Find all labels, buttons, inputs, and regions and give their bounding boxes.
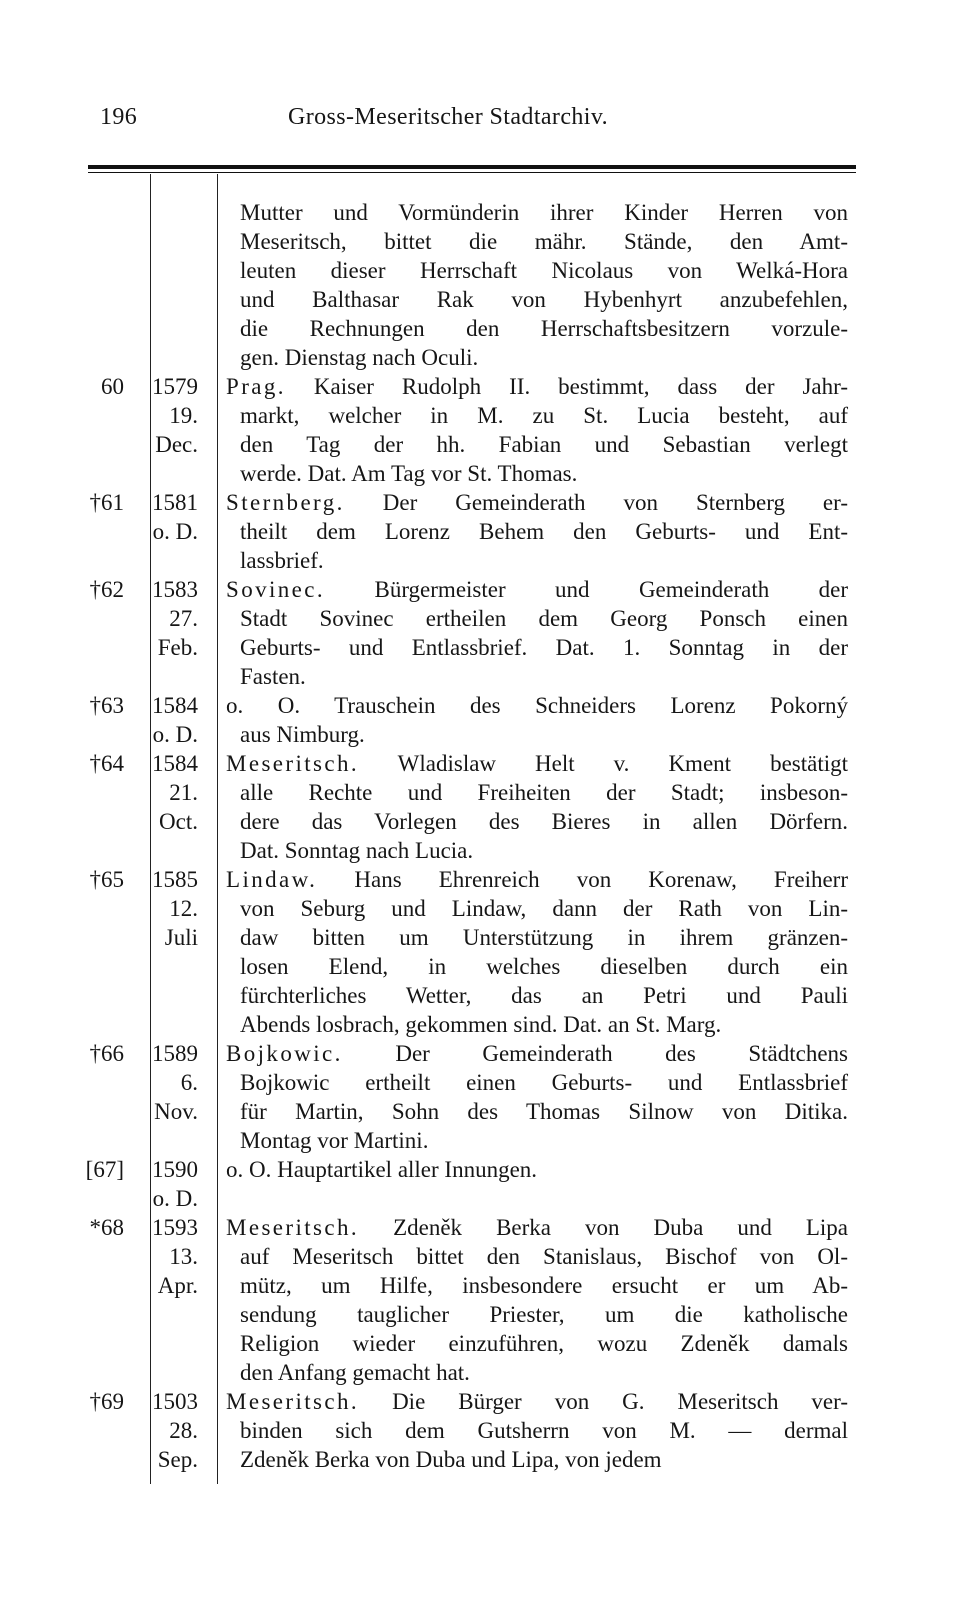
text-line bbox=[226, 1242, 848, 1271]
entry-date-line: Nov. bbox=[154, 1099, 198, 1124]
text-line bbox=[226, 1271, 848, 1300]
text-line-content: Der Gemeinderath des Städtchens bbox=[342, 1041, 848, 1066]
text-line-content: Die Bürger von G. Meseritsch ver- bbox=[359, 1389, 848, 1414]
entry-date-line: 6. bbox=[180, 1070, 198, 1095]
entry-date-line: o. D. bbox=[152, 519, 198, 544]
text-line: gen. Dienstag nach Oculi. bbox=[240, 345, 479, 370]
entry-number: *68 bbox=[89, 1215, 124, 1240]
text-line: die Rechnungen den Herrschaftsbesitzern vorzule- bbox=[240, 316, 848, 341]
text-line-content: Dat. Sonntag nach Lucia. bbox=[240, 838, 474, 863]
running-title: Gross-Meseritscher Stadtarchiv. bbox=[288, 104, 609, 130]
text-line bbox=[226, 1387, 848, 1416]
text-line bbox=[226, 517, 848, 546]
text-line-content: auf Meseritsch bittet den Stanislaus, Bischof von Ol- bbox=[240, 1244, 848, 1269]
entry-date bbox=[138, 691, 198, 749]
text-line: leuten dieser Herrschaft Nicolaus von Welká-Hora bbox=[240, 258, 848, 283]
text-line bbox=[226, 778, 848, 807]
text-line bbox=[226, 952, 848, 981]
entry-place: Meseritsch. bbox=[226, 751, 360, 776]
text-line bbox=[226, 1213, 848, 1242]
entry-text bbox=[226, 749, 848, 865]
text-line-content: für Martin, Sohn des Thomas Silnow von Ditika. bbox=[240, 1099, 848, 1124]
text-line bbox=[226, 575, 848, 604]
text-line-content: Hans Ehrenreich von Korenaw, Freiherr bbox=[317, 867, 848, 892]
text-line bbox=[226, 1358, 848, 1387]
entry-text bbox=[226, 1213, 848, 1387]
entry-place: Meseritsch. bbox=[226, 1215, 360, 1240]
entry-date-line: Apr. bbox=[157, 1273, 198, 1298]
entry-number: 60 bbox=[101, 374, 124, 399]
entry-date bbox=[138, 575, 198, 691]
entry-number bbox=[0, 198, 130, 372]
text-line-content: Geburts- und Entlassbrief. Dat. 1. Sonntag in der bbox=[240, 635, 848, 660]
text-line bbox=[226, 1010, 848, 1039]
text-line bbox=[226, 1126, 848, 1155]
continuation-entry bbox=[0, 198, 960, 372]
text-line-content: binden sich dem Gutsherrn von M. — dermal bbox=[240, 1418, 848, 1443]
text-line bbox=[226, 488, 848, 517]
entry-date-line: Dec. bbox=[155, 432, 198, 457]
entry-date-line: 1584 bbox=[152, 751, 198, 776]
entry-text bbox=[226, 1387, 848, 1474]
entry-date-line: 27. bbox=[169, 606, 198, 631]
entry-text bbox=[226, 575, 848, 691]
entry-date-line: o. D. bbox=[152, 1186, 198, 1211]
text-line bbox=[226, 1097, 848, 1126]
text-line bbox=[226, 1445, 848, 1474]
register-entry bbox=[0, 1387, 960, 1474]
register-entry bbox=[0, 372, 960, 488]
entry-date-line: 13. bbox=[169, 1244, 198, 1269]
register-entry bbox=[0, 865, 960, 1039]
entry-date-line: 1581 bbox=[152, 490, 198, 515]
text-line bbox=[226, 749, 848, 778]
text-line bbox=[226, 401, 848, 430]
entry-date-line: Feb. bbox=[157, 635, 198, 660]
text-line-content: aus Nimburg. bbox=[240, 722, 365, 747]
entry-text bbox=[226, 1039, 848, 1155]
entry-date-line: 1579 bbox=[152, 374, 198, 399]
text-line-content: Abends losbrach, gekommen sind. Dat. an St. Marg. bbox=[240, 1012, 722, 1037]
text-line-content: o. O. Hauptartikel aller Innungen. bbox=[226, 1157, 538, 1182]
register-entry bbox=[0, 749, 960, 865]
text-line: Meseritsch, bittet die mähr. Stände, den Amt- bbox=[240, 229, 848, 254]
entry-place: Sternberg. bbox=[226, 490, 345, 515]
register-entry bbox=[0, 1213, 960, 1387]
entry-number: †62 bbox=[89, 577, 124, 602]
text-line-content: daw bitten um Unterstützung in ihrem gränzen- bbox=[240, 925, 848, 950]
entry-number: [67] bbox=[85, 1157, 124, 1182]
register-table bbox=[0, 198, 960, 1474]
register-entry bbox=[0, 488, 960, 575]
entry-place: Bojkowic. bbox=[226, 1041, 343, 1066]
text-line bbox=[226, 691, 848, 720]
text-line-content: lassbrief. bbox=[240, 548, 324, 573]
entry-text bbox=[226, 691, 848, 749]
entry-number: †63 bbox=[89, 693, 124, 718]
entry-date-line: o. D. bbox=[152, 722, 198, 747]
text-line-content: losen Elend, in welches dieselben durch ein bbox=[240, 954, 848, 979]
text-line-content: o. O. Trauschein des Schneiders Lorenz Pokorný bbox=[226, 693, 848, 718]
text-line-content: fürchterliches Wetter, das an Petri und Pauli bbox=[240, 983, 848, 1008]
text-line bbox=[226, 923, 848, 952]
text-line-content: Bürgermeister und Gemeinderath der bbox=[325, 577, 848, 602]
text-line-content: Religion wieder einzuführen, wozu Zdeněk damals bbox=[240, 1331, 848, 1356]
text-line bbox=[226, 1300, 848, 1329]
entry-text bbox=[226, 198, 848, 372]
entry-date-line: 28. bbox=[169, 1418, 198, 1443]
entry-date-line: 1585 bbox=[152, 867, 198, 892]
text-line-content: Stadt Sovinec ertheilen dem Georg Ponsch einen bbox=[240, 606, 848, 631]
text-line bbox=[226, 459, 848, 488]
text-line bbox=[226, 1039, 848, 1068]
text-line-content: den Tag der hh. Fabian und Sebastian verlegt bbox=[240, 432, 848, 457]
register-entry bbox=[0, 691, 960, 749]
page-number: 196 bbox=[100, 104, 138, 130]
text-line-content: dere das Vorlegen des Bieres in allen Dörfern. bbox=[240, 809, 848, 834]
text-line-content: Kaiser Rudolph II. bestimmt, dass der Jahr- bbox=[285, 374, 848, 399]
text-line bbox=[226, 720, 848, 749]
entry-number: †64 bbox=[89, 751, 124, 776]
entry-date bbox=[138, 198, 198, 372]
page-header bbox=[100, 104, 850, 138]
entry-date bbox=[138, 488, 198, 575]
text-line-content: werde. Dat. Am Tag vor St. Thomas. bbox=[240, 461, 578, 486]
text-line-content: sendung tauglicher Priester, um die katholische bbox=[240, 1302, 848, 1327]
entry-date bbox=[138, 1155, 198, 1213]
text-line bbox=[226, 604, 848, 633]
text-line-content: Bojkowic ertheilt einen Geburts- und Entlassbrief bbox=[240, 1070, 848, 1095]
text-line-content: den Anfang gemacht hat. bbox=[240, 1360, 470, 1385]
entry-date-line: 1589 bbox=[152, 1041, 198, 1066]
entry-text bbox=[226, 865, 848, 1039]
register-entry bbox=[0, 575, 960, 691]
entry-date bbox=[138, 1039, 198, 1155]
entry-date bbox=[138, 1213, 198, 1387]
entry-date bbox=[138, 372, 198, 488]
text-line bbox=[226, 836, 848, 865]
entry-date-line: 1590 bbox=[152, 1157, 198, 1182]
entry-date bbox=[138, 749, 198, 865]
entry-date-line: 12. bbox=[169, 896, 198, 921]
entry-number: †65 bbox=[89, 867, 124, 892]
entry-text bbox=[226, 1155, 848, 1213]
entry-date-line: Sep. bbox=[157, 1447, 198, 1472]
entry-date bbox=[138, 1387, 198, 1474]
entry-date bbox=[138, 865, 198, 1039]
text-line-content: mütz, um Hilfe, insbesondere ersucht er um Ab- bbox=[240, 1273, 848, 1298]
text-line-content: von Seburg und Lindaw, dann der Rath von Lin- bbox=[240, 896, 848, 921]
entry-date-line: 1503 bbox=[152, 1389, 198, 1414]
text-line bbox=[226, 1068, 848, 1097]
entry-date-line: 1584 bbox=[152, 693, 198, 718]
register-entry bbox=[0, 1155, 960, 1213]
text-line bbox=[226, 633, 848, 662]
text-line-content: Zdeněk Berka von Duba und Lipa, von jedem bbox=[240, 1447, 662, 1472]
text-line-content: Der Gemeinderath von Sternberg er- bbox=[344, 490, 848, 515]
entry-number: †69 bbox=[89, 1389, 124, 1414]
text-line-content: alle Rechte und Freiheiten der Stadt; insbeson- bbox=[240, 780, 848, 805]
text-line bbox=[226, 1155, 848, 1184]
text-line bbox=[226, 1329, 848, 1358]
text-line-content: Montag vor Martini. bbox=[240, 1128, 429, 1153]
text-line bbox=[226, 546, 848, 575]
text-line-content: Fasten. bbox=[240, 664, 306, 689]
text-line bbox=[226, 981, 848, 1010]
entry-date-line: 21. bbox=[169, 780, 198, 805]
entry-place: Sovinec. bbox=[226, 577, 326, 602]
text-line-content: theilt dem Lorenz Behem den Geburts- und Ent- bbox=[240, 519, 848, 544]
text-line-content: Wladislaw Helt v. Kment bestätigt bbox=[359, 751, 848, 776]
text-line bbox=[226, 865, 848, 894]
text-line: und Balthasar Rak von Hybenhyrt anzubefehlen, bbox=[240, 287, 848, 312]
header-rule-thin bbox=[88, 172, 856, 173]
register-entry bbox=[0, 1039, 960, 1155]
entry-text bbox=[226, 372, 848, 488]
text-line-content: markt, welcher in M. zu St. Lucia besteht, auf bbox=[240, 403, 848, 428]
entry-place: Prag. bbox=[226, 374, 286, 399]
text-line bbox=[226, 807, 848, 836]
header-rule-thick bbox=[88, 165, 856, 169]
entry-place: Lindaw. bbox=[226, 867, 318, 892]
entry-place: Meseritsch. bbox=[226, 1389, 360, 1414]
entry-date-line: Juli bbox=[164, 925, 198, 950]
text-line bbox=[226, 1416, 848, 1445]
entry-date-line: Oct. bbox=[159, 809, 198, 834]
text-line bbox=[226, 662, 848, 691]
entry-date-line: 1593 bbox=[152, 1215, 198, 1240]
entry-number: †61 bbox=[89, 490, 124, 515]
text-line-content: Zdeněk Berka von Duba und Lipa bbox=[359, 1215, 848, 1240]
text-line bbox=[226, 894, 848, 923]
entry-date-line: 19. bbox=[169, 403, 198, 428]
text-line bbox=[226, 430, 848, 459]
entry-number: †66 bbox=[89, 1041, 124, 1066]
text-line bbox=[226, 372, 848, 401]
entry-date-line: 1583 bbox=[152, 577, 198, 602]
text-line: Mutter und Vormünderin ihrer Kinder Herren von bbox=[240, 200, 848, 225]
entry-text bbox=[226, 488, 848, 575]
